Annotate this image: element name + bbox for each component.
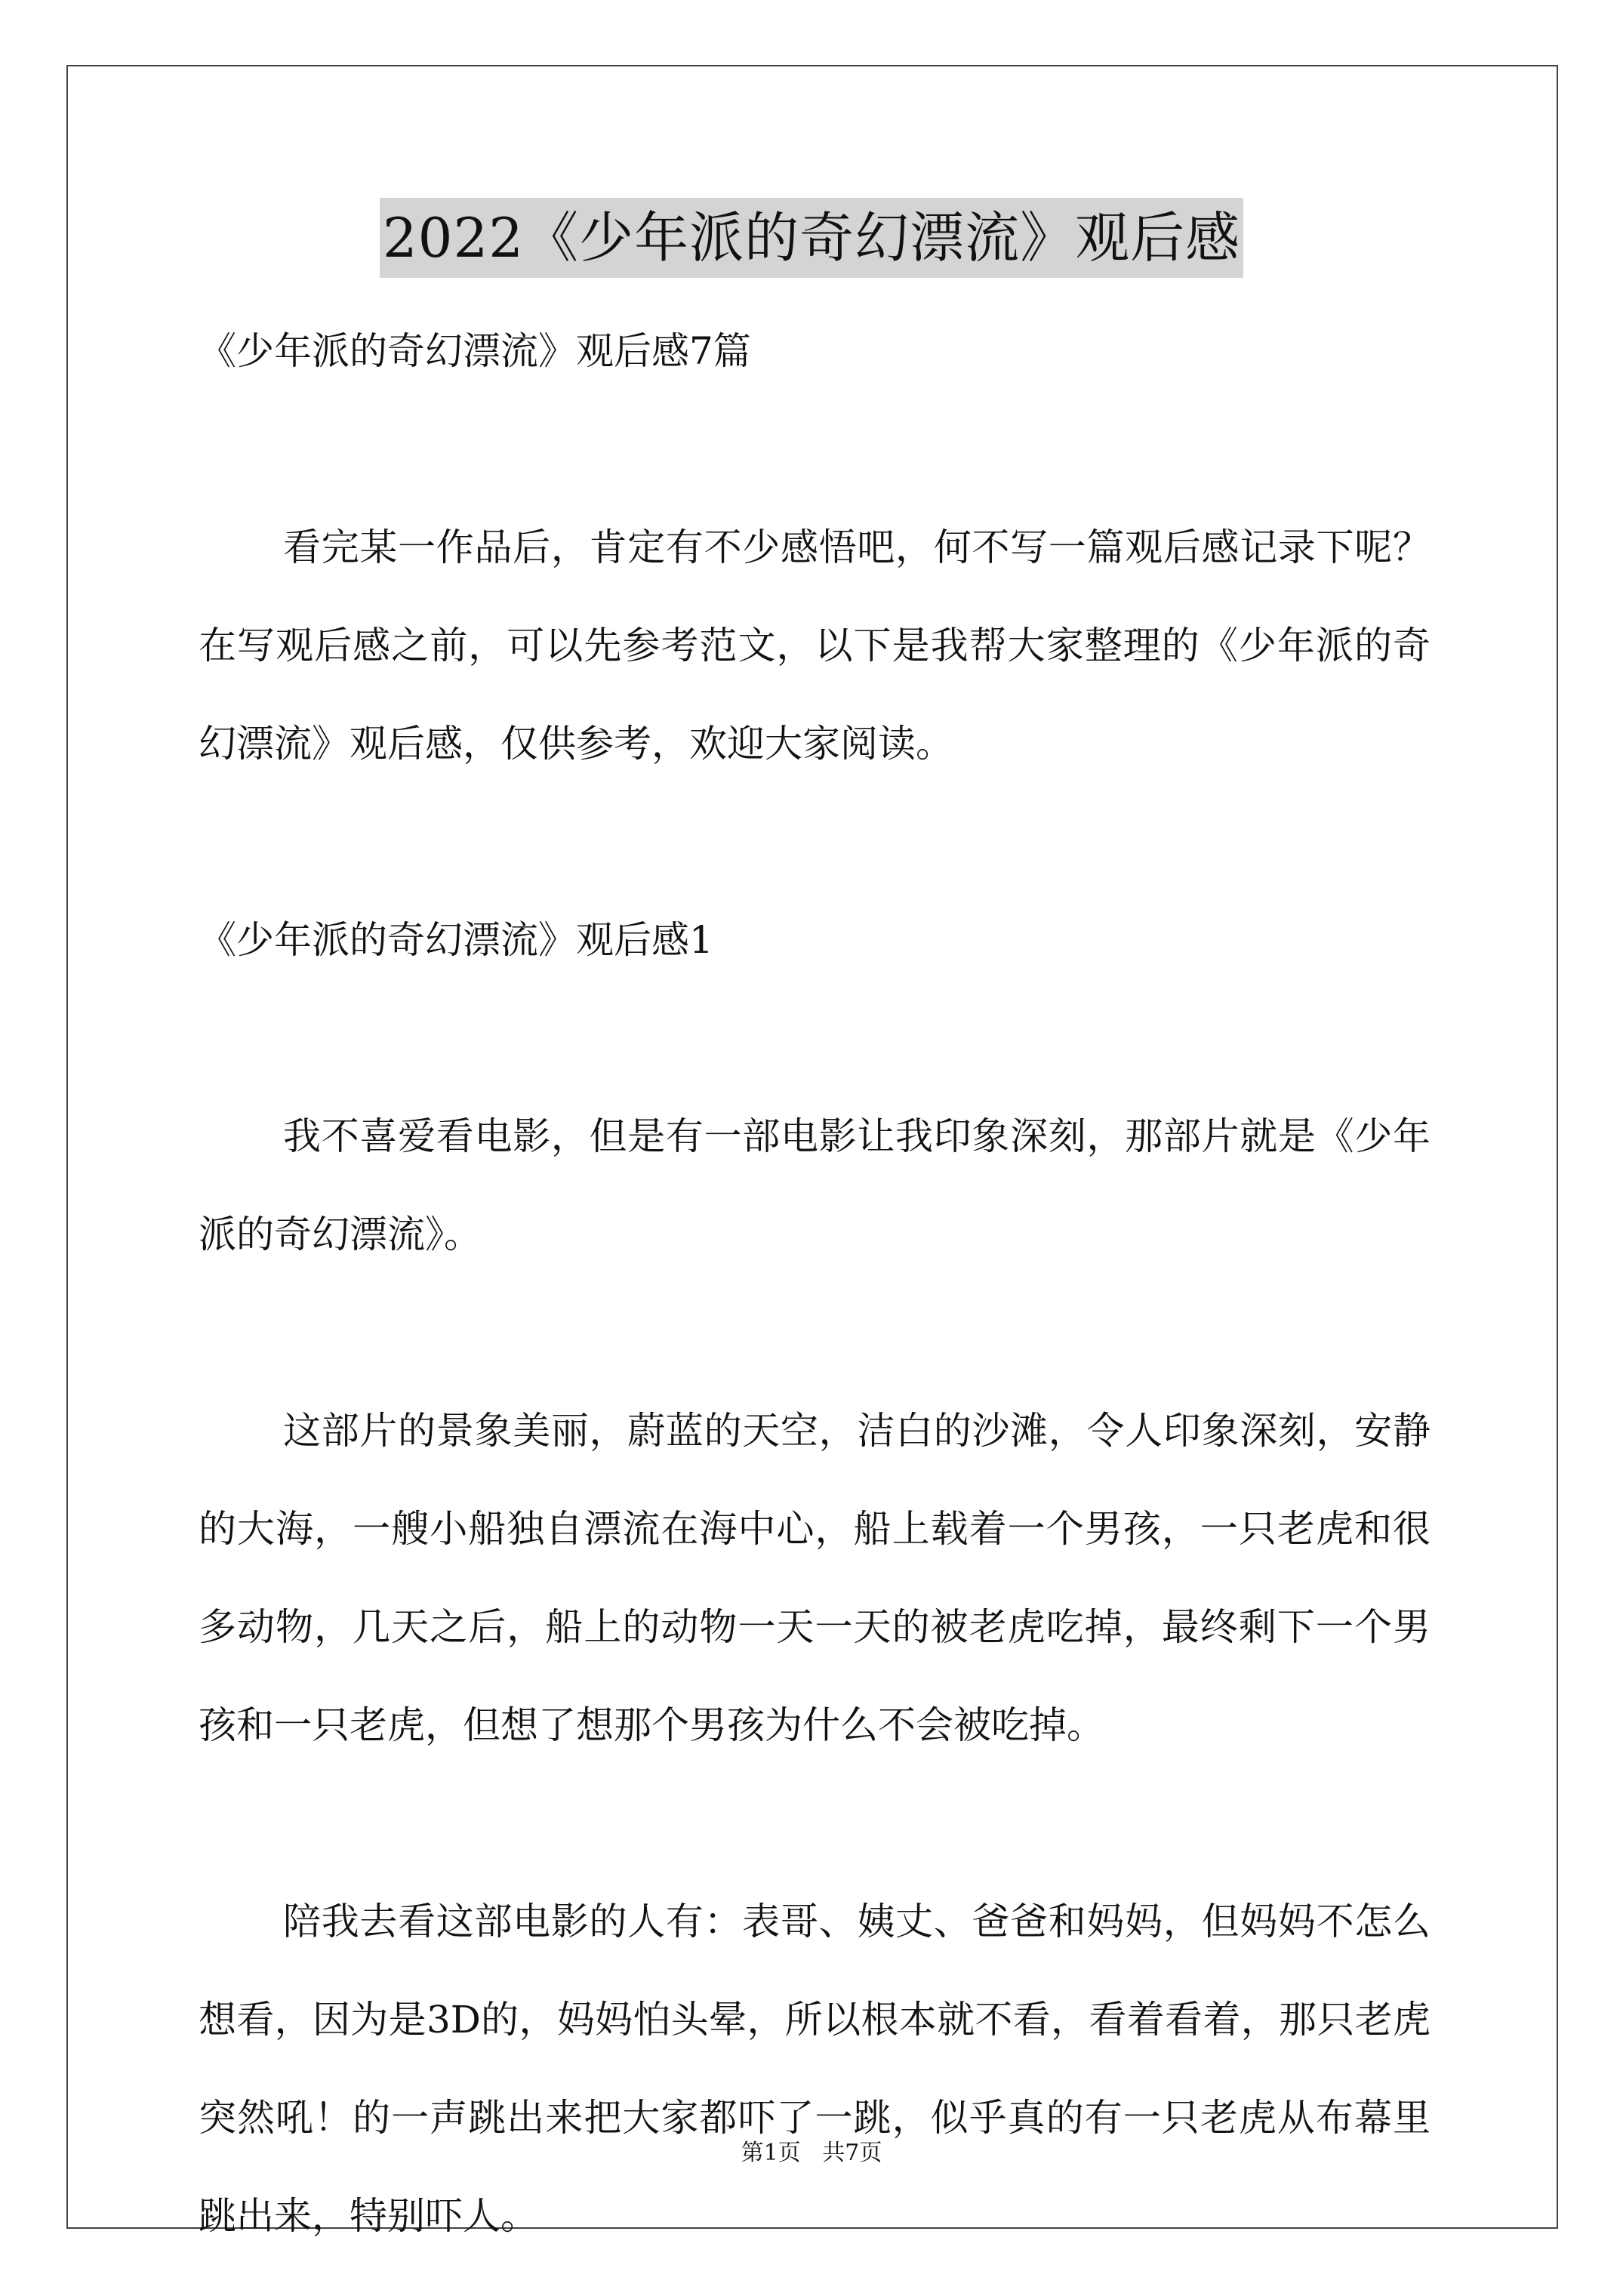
page-number: 第1页 共7页 (741, 2140, 882, 2166)
spacer (199, 989, 1431, 1087)
spacer (199, 400, 1431, 498)
title-container (0, 198, 1623, 278)
intro-paragraph: 看完某一作品后，肯定有不少感悟吧，何不写一篇观后感记录下呢？在写观后感之前，可以先参考范文，以下是我帮大家整理的《少年派的奇幻漂流》观后感，仅供参考，欢迎大家阅读。 (199, 525, 1431, 766)
essay-heading: 《少年派的奇幻漂流》观后感1 (199, 918, 713, 962)
document-title: 2022《少年派的奇幻漂流》观后感 (380, 198, 1243, 278)
document-body (199, 302, 1431, 2265)
spacer (199, 793, 1431, 891)
page-footer (0, 2138, 1623, 2168)
body-paragraph: 陪我去看这部电影的人有：表哥、姨丈、爸爸和妈妈，但妈妈不怎么想看，因为是3D的，妈妈怕头晕，所以根本就不看，看着看着，那只老虎突然吼！的一声跳出来把大家都吓了一跳，似乎真的有一只老虎从布幕里跳出来，特别吓人。 (199, 1900, 1431, 2238)
spacer (199, 1774, 1431, 1872)
section-heading: 《少年派的奇幻漂流》观后感7篇 (199, 329, 751, 373)
body-paragraph: 这部片的景象美丽，蔚蓝的天空，洁白的沙滩，令人印象深刻，安静的大海，一艘小船独自漂流在海中心，船上载着一个男孩，一只老虎和很多动物，几天之后，船上的动物一天一天的被老虎吃掉，最终剩下一个男孩和一只老虎，但想了想那个男孩为什么不会被吃掉。 (199, 1409, 1431, 1747)
body-paragraph: 我不喜爱看电影，但是有一部电影让我印象深刻，那部片就是《少年派的奇幻漂流》。 (199, 1114, 1431, 1256)
spacer (199, 1284, 1431, 1382)
